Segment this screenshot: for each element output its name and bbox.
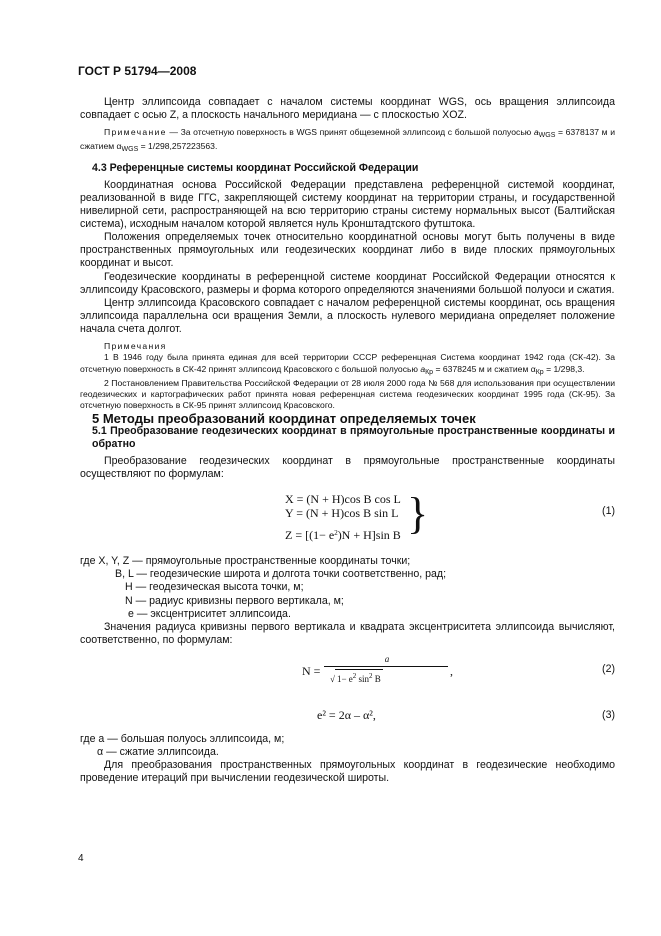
page-number: 4 <box>78 853 84 864</box>
definitions-list <box>80 733 615 759</box>
equation-number: (2) <box>602 662 615 675</box>
definition-item: e — эксцентриситет эллипсоида. <box>128 607 291 620</box>
section-heading-5: 5 Методы преобразований координат определяемых точек <box>92 410 476 426</box>
equation-3 <box>80 701 615 731</box>
definition-item: H — геодезическая высота точки, м; <box>125 581 304 594</box>
paragraph: Центр эллипсоида совпадает с началом системы координат WGS, ось вращения эллипсоида совпадает с осью Z, а плоскость начального меридиана — с плоскостью XOZ. <box>80 96 615 122</box>
definition-item: где X, Y, Z — прямоугольные пространственные координаты точки; <box>80 555 411 568</box>
fraction-bar <box>324 666 448 667</box>
equation-number: (3) <box>602 708 615 721</box>
paragraph: Координатная основа Российской Федерации представлена референцной системой координат, реализованной в виде ГГС, закрепляющей систему координат на территории страны, и государственной нивелирной сети, распространяющей на всю территорию страны систему нормальных высот (Балтийская система), исходным началом которой является нуль Кронштадтского футштока. <box>80 178 615 231</box>
section-heading-5-1: 5.1 Преобразование геодезических координат в прямоугольные пространственные координаты и обратно <box>92 424 615 450</box>
equation-number: (1) <box>602 505 615 518</box>
paragraph: Значения радиуса кривизны первого вертикала и квадрата эксцентриситета эллипсоида вычисляют, соответственно, по формулам: <box>80 620 615 646</box>
note-label: Примечание <box>104 127 167 138</box>
definitions-list <box>80 555 615 620</box>
paragraph: Геодезические координаты в референцной системе координат Российской Федерации относятся к эллипсоиду Красовского, размеры и форма которого определяются значениями большой полуоси и сжатия. <box>80 270 615 296</box>
equation-2: N = a √ $1- e^2$ $\sin^2 B$ , (2) <box>80 651 615 695</box>
eq2-lhs: N = <box>302 663 321 678</box>
note-1: 1 В 1946 году была принята единая для всей территории СССР референцная Система координат 1942 года (СК-42). За отсчетную поверхность в СК-42 принят эллипсоид Красовского с большой полуосью $a_{Кр} = 6378245$ м и сжатием $\alpha_{Кр} = 1/298,3$. <box>80 352 615 376</box>
document-header: ГОСТ Р 51794—2008 <box>78 64 197 78</box>
paragraph: Центр эллипсоида Красовского совпадает с началом референцной системы координат, ось вращения эллипсоида параллельна оси вращения Земли, а плоскость нулевого меридиана определяет положение начала счета долгот. <box>80 296 615 335</box>
paragraph: Преобразование геодезических координат в прямоугольные пространственные координаты осуществляют по формулам: <box>80 455 615 481</box>
page-content <box>80 96 615 785</box>
equation-1 <box>80 487 615 549</box>
eq1-line3: $Z = [(1- e^2)N + H]\sin$ B <box>285 528 401 543</box>
eq3-text: e² = 2α – α², <box>317 707 376 722</box>
definition-item: где a — большая полуось эллипсоида, м; <box>80 732 285 745</box>
eq2-numerator: a <box>384 653 390 664</box>
eq1-line1: X = (N + H)cos B cos L <box>285 492 401 507</box>
definition-item: N — радиус кривизны первого вертикала, м; <box>125 594 344 607</box>
paragraph: Положения определяемых точек относительно координатной основы могут быть получены в виде пространственных прямоугольных или геодезических координат либо в виде плоских прямоугольных координат и высот. <box>80 231 615 270</box>
definition-item: α — сжатие эллипсоида. <box>97 746 219 758</box>
notes-label: Примечания <box>104 341 167 351</box>
paragraph: Для преобразования пространственных прямоугольных координат в геодезические необходимо проведение итераций при вычислении геодезической широты. <box>80 759 615 785</box>
right-brace: } <box>407 489 429 539</box>
eq1-line2: Y = (N + H)cos B sin L <box>285 506 399 521</box>
section-heading-4-3: 4.3 Референцные системы координат Российской Федерации <box>92 161 419 174</box>
note-2: 2 Постановлением Правительства Российской Федерации от 28 июля 2000 года № 568 для использования при осуществлении геодезических и картографических работ принята новая референцная система геодезических координат 1995 года (СК-95). За отсчетную поверхность в СК-95 принят эллипсоид Красовского. <box>80 377 615 411</box>
definition-item: B, L — геодезические широта и долгота точки соответственно, рад; <box>115 568 447 581</box>
note-text: — За отсчетную поверхность в WGS принят общеземной эллипсоид с большой полуосью <box>166 127 534 138</box>
note: Примечание — За отсчетную поверхность в WGS принят общеземной эллипсоид с большой полуосью $a_{WGS} = 6378137$ м и сжатием $\alpha_{WGS} = 1/298,257223563$. <box>80 127 616 154</box>
eq2-denominator: √ $1- e^2$ $\sin^2 B$ <box>330 669 383 686</box>
